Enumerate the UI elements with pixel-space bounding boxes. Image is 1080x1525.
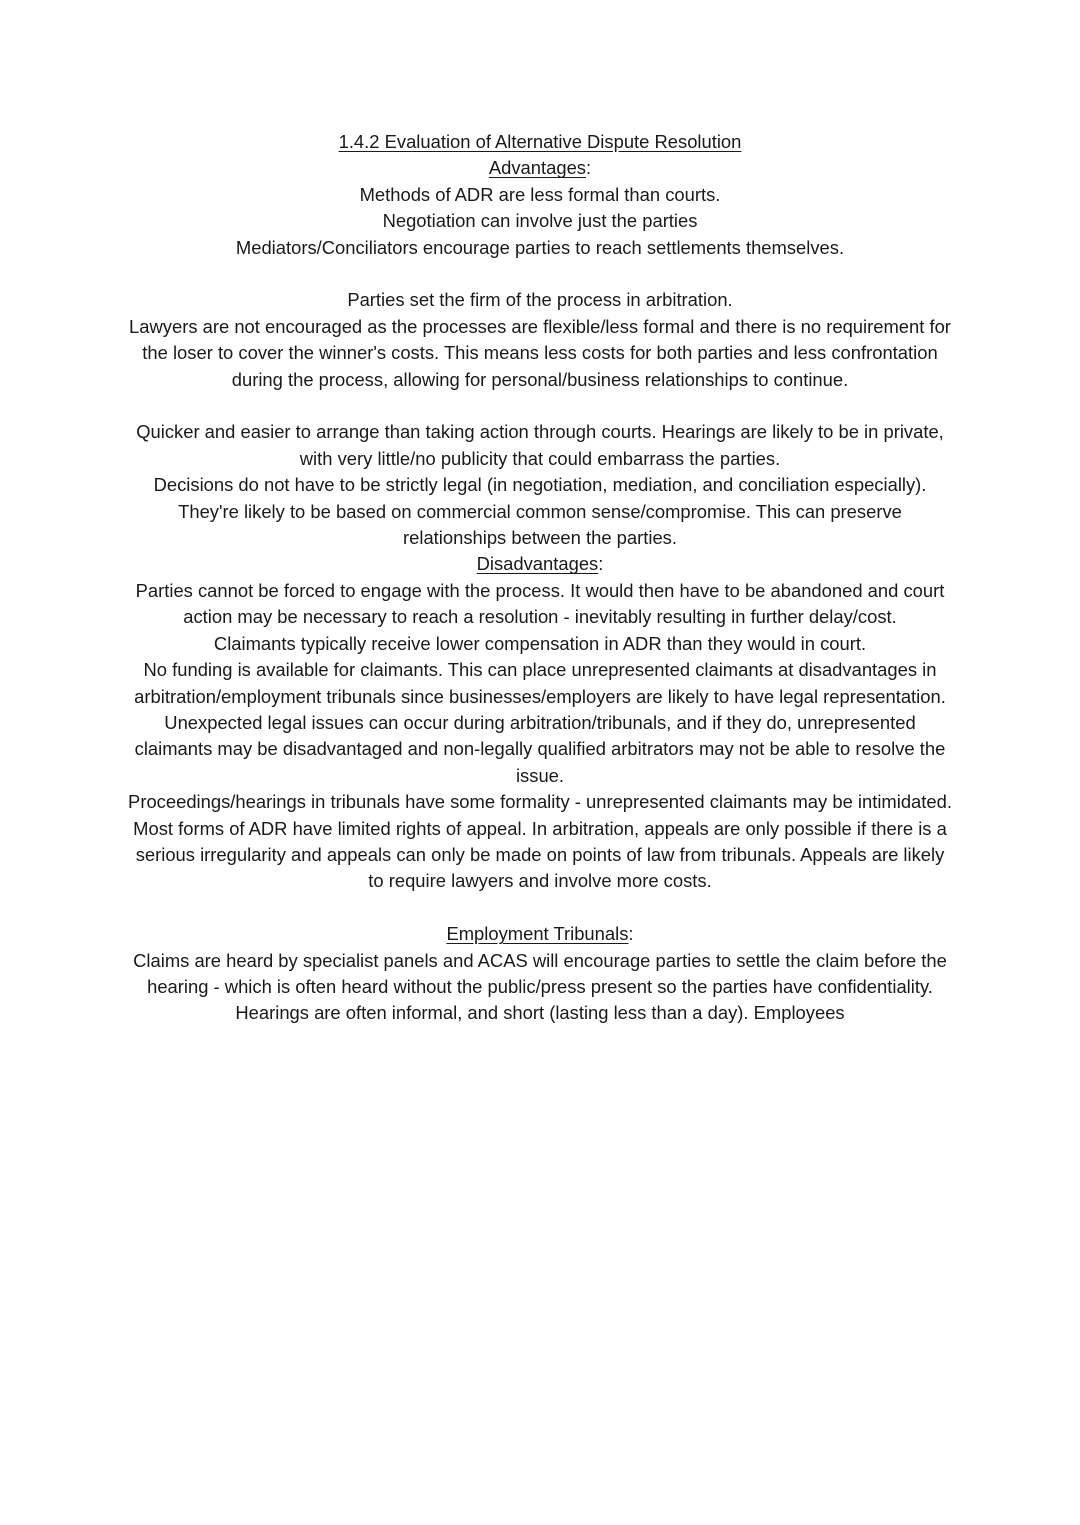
disadvantages-section [128,551,952,894]
employment-tribunals-heading: Employment Tribunals: [446,923,634,945]
employment-tribunals-section [128,921,952,1027]
document-title: 1.4.2 Evaluation of Alternative Dispute Resolution [338,131,742,152]
disadvantage-paragraph: No funding is available for claimants. This can place unrepresented claimants at disadvantages in arbitration/employment tribunals since businesses/employers are likely to have legal representation. [134,659,946,707]
section-spacer [128,895,952,921]
advantage-paragraph: Decisions do not have to be strictly legal (in negotiation, mediation, and conciliation especially). They're likely to be based on commercial common sense/compromise. This can preserve relationships between the parties. [153,474,927,549]
disadvantages-heading: Disadvantages: [476,553,604,575]
disadvantage-paragraph: Claimants typically receive lower compensation in ADR than they would in court. [213,632,867,654]
employment-tribunals-paragraph: Claims are heard by specialist panels and ACAS will encourage parties to settle the claim before the hearing - which is often heard without the public/press present so the parties have confidentiality. Hearings are often informal, and short (lasting less than a day). Employees [133,949,947,1024]
advantage-paragraph: Negotiation can involve just the parties Mediators/Conciliators encourage parties to reach settlements themselves. [235,210,845,258]
advantage-paragraph: Parties set the firm of the process in arbitration. Lawyers are not encouraged as the processes are flexible/less formal and there is no requirement for the loser to cover the winner's costs. This means less costs for both parties and less confrontation during the process, allowing for personal/business relationships to continue. [129,289,951,390]
advantage-paragraph: Quicker and easier to arrange than taking action through courts. Hearings are likely to be in private, with very little/no publicity that could embarrass the parties. [136,421,944,469]
advantages-heading: Advantages: [488,157,592,179]
advantages-section [128,155,952,551]
disadvantage-paragraph: Unexpected legal issues can occur during arbitration/tribunals, and if they do, unrepresented claimants may be disadvantaged and non-legally qualified arbitrators may not be able to resolve the issue. [134,711,946,786]
disadvantage-paragraph: Parties cannot be forced to engage with the process. It would then have to be abandoned and court action may be necessary to reach a resolution - inevitably resulting in further delay/cost. [135,579,945,628]
document-body [128,129,952,1027]
disadvantage-paragraph: Proceedings/hearings in tribunals have some formality - unrepresented claimants may be intimidated. [128,791,952,813]
advantage-paragraph: Methods of ADR are less formal than courts. [359,183,721,205]
disadvantage-paragraph: Most forms of ADR have limited rights of appeal. In arbitration, appeals are only possible if there is a serious irregularity and appeals can only be made on points of law from tribunals. Appeals are likely to require lawyers and involve more costs. [133,817,947,892]
